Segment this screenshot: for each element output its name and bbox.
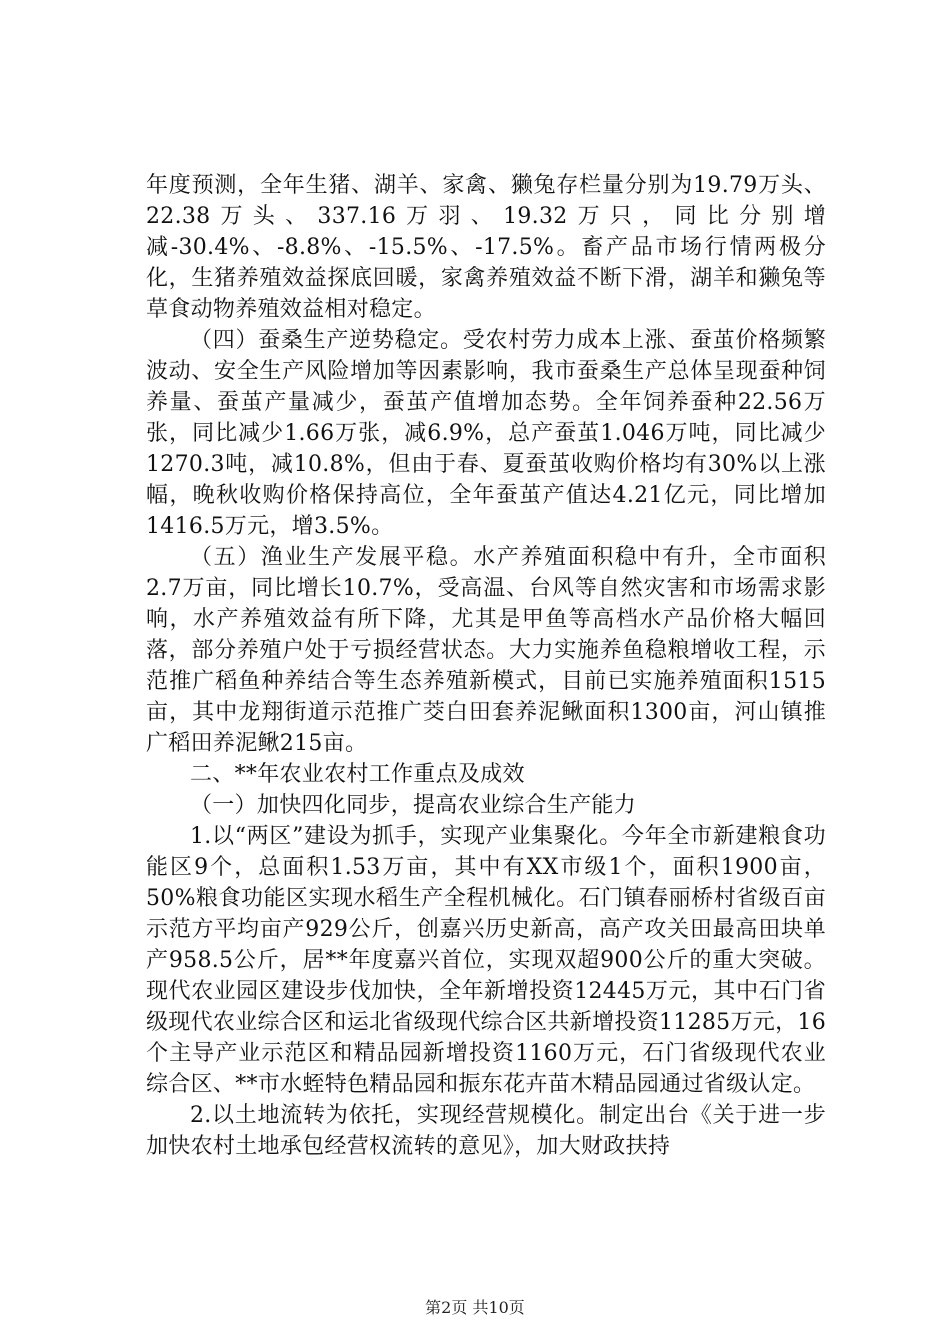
paragraph-two-zones: 1.以“两区”建设为抓手，实现产业集聚化。今年全市新建粮食功能区9个，总面积1.53万亩，其中有XX市级1个，面积1900亩，50%粮食功能区实现水稻生产全程机械化。石门镇春丽桥村省级百亩示范方平均亩产929公斤，创嘉兴历史新高，高产攻关田最高田块单产958.5公斤，居**年度嘉兴首位，实现双超900公斤的重大突破。现代农业园区建设步伐加快，全年新增投资12445万元，其中石门省级现代农业综合区和运北省级现代综合区共新增投资11285万元，16个主导产业示范区和精品园新增投资1160万元，石门省级现代农业综合区、**市水蛭特色精品园和振东花卉苗木精品园通过省级认定。 — [146, 824, 826, 1097]
body-text — [146, 170, 826, 1162]
paragraph-land-transfer: 2.以土地流转为依托，实现经营规模化。制定出台《关于进一步加快农村土地承包经营权流转的意见》，加大财政扶持 — [146, 1103, 826, 1159]
section-heading-2: 二、**年农业农村工作重点及成效 — [190, 762, 525, 787]
subsection-heading-1: （一）加快四化同步，提高农业综合生产能力 — [190, 793, 637, 818]
paragraph-sericulture: （四）蚕桑生产逆势稳定。受农村劳力成本上涨、蚕茧价格频繁波动、安全生产风险增加等因素影响，我市蚕桑生产总体呈现蚕种饲养量、蚕茧产量减少，蚕茧产值增加态势。全年饲养蚕种22.56万张，同比减少1.66万张，减6.9%，总产蚕茧1.046万吨，同比减少1270.3吨，减10.8%，但由于春、夏蚕茧收购价格均有30%以上涨幅，晚秋收购价格保持高位，全年蚕茧产值达4.21亿元，同比增加1416.5万元，增3.5%。 — [146, 328, 826, 539]
paragraph-livestock-forecast: 年度预测，全年生猪、湖羊、家禽、獭兔存栏量分别为19.79万头、22.38万头、337.16万羽、19.32万只，同比分别增减-30.4%、-8.8%、-15.5%、-17.5%。畜产品市场行情两极分化，生猪养殖效益探底回暖，家禽养殖效益不断下滑，湖羊和獭兔等草食动物养殖效益相对稳定。 — [146, 173, 826, 322]
page-footer: 第2页 共10页 — [425, 1298, 525, 1317]
paragraph-fishery: （五）渔业生产发展平稳。水产养殖面积稳中有升，全市面积2.7万亩，同比增长10.7%，受高温、台风等自然灾害和市场需求影响，水产养殖效益有所下降，尤其是甲鱼等高档水产品价格大幅回落，部分养殖户处于亏损经营状态。大力实施养鱼稳粮增收工程，示范推广稻鱼种养结合等生态养殖新模式，目前已实施养殖面积1515亩，其中龙翔街道示范推广茭白田套养泥鳅面积1300亩，河山镇推广稻田养泥鳅215亩。 — [146, 545, 826, 756]
